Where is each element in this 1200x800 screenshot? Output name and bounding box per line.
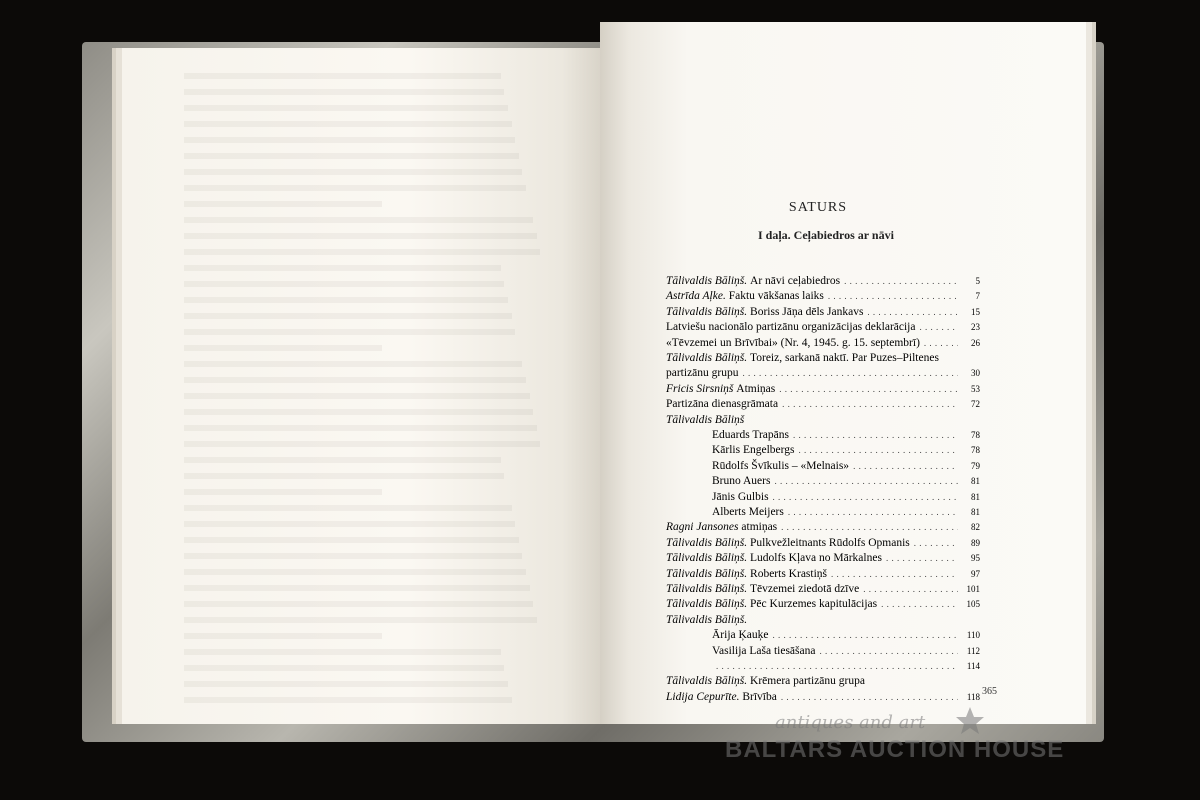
toc-entry-leader <box>793 428 958 443</box>
bleed-through-line <box>184 425 537 431</box>
toc-entry-title: Partizāna dienasgrāmata <box>666 398 779 410</box>
toc-entry-leader <box>774 474 958 489</box>
watermark-script: antiques and art <box>775 712 926 733</box>
toc-entry-author: Tālivaldis Bāliņš. <box>666 306 748 318</box>
toc-entry-author: Tālivaldis Bāliņš <box>666 414 745 426</box>
bleed-through-line <box>184 393 530 399</box>
toc-entry-page: 7 <box>975 291 980 301</box>
toc-entry-leader <box>779 382 958 397</box>
toc-entry-page: 78 <box>971 430 980 440</box>
toc-entry <box>666 382 980 397</box>
toc-entry-title: Boriss Jāņa dēls Jankavs <box>750 306 864 318</box>
toc-entry-author: Tālivaldis Bāliņš. <box>666 352 748 364</box>
bleed-through-line <box>184 201 382 207</box>
bleed-through-line <box>184 329 515 335</box>
toc-entry <box>666 289 980 304</box>
bleed-through-line <box>184 585 530 591</box>
bleed-through-line <box>184 633 382 639</box>
toc-entry-author: Lidija Cepurīte. <box>666 691 740 703</box>
toc-entry-leader <box>781 520 958 535</box>
toc-entry-page: 5 <box>975 276 980 286</box>
toc-entry <box>712 644 980 659</box>
toc-entry-title: Pulkvežleitnants Rūdolfs Opmanis <box>750 537 910 549</box>
bleed-through-line <box>184 569 526 575</box>
toc-entry <box>666 320 980 335</box>
toc-entry-author: Tālivaldis Bāliņš. <box>666 614 748 626</box>
toc-entry-title: «Tēvzemei un Brīvībai» (Nr. 4, 1945. g. 15. septembrī) <box>666 337 920 349</box>
toc-entry-title: Eduards Trapāns <box>712 429 789 441</box>
toc-entry-page: 95 <box>971 553 980 563</box>
toc-entry-title: Faktu vākšanas laiks <box>728 290 824 302</box>
toc-entry <box>666 567 980 582</box>
bleed-through-line <box>184 665 504 671</box>
toc-entry-leader <box>782 397 958 412</box>
bleed-through-line <box>184 505 512 511</box>
toc-entry-page: 23 <box>971 322 980 332</box>
left-page <box>122 48 600 724</box>
toc-entry-author: Ragni Jansones <box>666 521 739 533</box>
toc-entry-leader <box>863 582 958 597</box>
toc-entry <box>666 690 980 705</box>
toc-entry <box>666 520 980 535</box>
bleed-through-line <box>184 361 522 367</box>
toc-entry <box>666 366 980 381</box>
toc-entry-title: partizānu grupu <box>666 367 739 379</box>
toc-entry <box>666 551 980 566</box>
toc-entry-author: Tālivaldis Bāliņš. <box>666 675 748 687</box>
toc-entry-author: Tālivaldis Bāliņš. <box>666 598 748 610</box>
watermark-brand: BALTARS AUCTION HOUSE <box>725 736 1065 763</box>
toc-entry-leader <box>844 274 958 289</box>
toc-entry-leader <box>773 628 958 643</box>
toc-entry-leader <box>867 305 958 320</box>
toc-entry <box>666 536 980 551</box>
bleed-through-line <box>184 473 504 479</box>
toc-entry-page: 26 <box>971 338 980 348</box>
toc-entry-leader <box>819 644 958 659</box>
bleed-through-line <box>184 281 504 287</box>
toc-entry-page: 15 <box>971 307 980 317</box>
toc-entry-title: Toreiz, sarkanā naktī. Par Puzes–Piltenes <box>750 352 939 364</box>
bleed-through-line <box>184 233 537 239</box>
toc-entry-title: Ludolfs Kļava no Mārkalnes <box>750 552 882 564</box>
toc-entry <box>666 274 980 289</box>
bleed-through-line <box>184 377 526 383</box>
toc-entry-author: Tālivaldis Bāliņš. <box>666 552 748 564</box>
right-page <box>600 22 1086 724</box>
toc-entry <box>666 351 939 366</box>
toc-entry <box>712 428 980 443</box>
toc-entry-title: atmiņas <box>741 521 778 533</box>
toc-entry-leader <box>781 690 958 705</box>
bleed-through-line <box>184 697 512 703</box>
toc-entry <box>666 582 980 597</box>
toc-entry-leader <box>831 567 958 582</box>
toc-entry-leader <box>853 459 958 474</box>
toc-entry-title: Kārlis Engelbergs <box>712 444 795 456</box>
toc-entry-page: 81 <box>971 492 980 502</box>
toc-entry <box>712 628 980 643</box>
bleed-through-line <box>184 185 526 191</box>
toc-entry <box>712 659 980 674</box>
toc-entry-title: Tēvzemei ziedotā dzīve <box>750 583 860 595</box>
toc-entry <box>712 474 980 489</box>
toc-entry-page: 53 <box>971 384 980 394</box>
bleed-through-line <box>184 409 533 415</box>
toc-entry-title: Rūdolfs Švīkulis – «Melnais» <box>712 460 850 472</box>
toc-entry <box>666 305 980 320</box>
toc-entry-page: 81 <box>971 507 980 517</box>
toc-title: SATURS <box>788 200 848 215</box>
toc-entry-author: Tālivaldis Bāliņš. <box>666 583 748 595</box>
toc-entry <box>712 443 980 458</box>
toc-entry-author: Fricis Sirsniņš <box>666 383 734 395</box>
toc-entry <box>666 336 980 351</box>
toc-entry-title: Jānis Gulbis <box>712 491 769 503</box>
toc-entry-title: Brīvība <box>742 691 777 703</box>
toc-entry-leader <box>881 597 958 612</box>
bleed-through-line <box>184 681 508 687</box>
toc-entry <box>666 397 980 412</box>
toc-entry-title: Bruno Auers <box>712 475 771 487</box>
bleed-through-line <box>184 153 519 159</box>
toc-entry-page: 78 <box>971 445 980 455</box>
toc-entry-title: Vasilija Laša tiesāšana <box>712 645 816 657</box>
toc-entry-title: Roberts Krastiņš <box>750 568 828 580</box>
toc-entry-author: Astrīda Aļke. <box>666 290 726 302</box>
toc-entry-author: Tālivaldis Bāliņš. <box>666 275 748 287</box>
bleed-through-line <box>184 89 504 95</box>
toc-entry-leader <box>914 536 958 551</box>
toc-entry-leader <box>919 320 958 335</box>
bleed-through-line <box>184 249 540 255</box>
toc-entry-page: 101 <box>966 584 980 594</box>
bleed-through-line <box>184 617 537 623</box>
toc-entry-page: 112 <box>966 646 980 656</box>
bleed-through-line <box>184 489 382 495</box>
toc-entry-leader <box>773 490 958 505</box>
bleed-through-line <box>184 601 533 607</box>
toc-entry-page: 81 <box>971 476 980 486</box>
toc-entry <box>712 490 980 505</box>
bleed-through-line <box>184 345 382 351</box>
bleed-through-line <box>184 121 512 127</box>
toc-entry-leader <box>828 289 958 304</box>
toc-entry-page: 114 <box>966 661 980 671</box>
toc-entry-title: Alberts Meijers <box>712 506 784 518</box>
toc-entry <box>666 597 980 612</box>
toc-entry-page: 105 <box>966 599 980 609</box>
toc-entry-title: Ar nāvi ceļabiedros <box>750 275 841 287</box>
toc-entry-page: 82 <box>971 522 980 532</box>
toc-entry-title: Latviešu nacionālo partizānu organizācijas deklarācija <box>666 321 916 333</box>
toc-entry <box>712 459 980 474</box>
toc-entry-leader <box>716 659 958 674</box>
toc-entry-leader <box>788 505 958 520</box>
toc-entry-page: 97 <box>971 569 980 579</box>
bleed-through-line <box>184 265 501 271</box>
toc-entry-leader <box>924 336 958 351</box>
bleed-through-line <box>184 169 522 175</box>
bleed-through-line <box>184 105 508 111</box>
toc-entry <box>666 413 744 428</box>
bleed-through-line <box>184 217 533 223</box>
toc-entry-page: 79 <box>971 461 980 471</box>
toc-entry-leader <box>799 443 958 458</box>
toc-entry-title: Ārija Ķauķe <box>712 629 769 641</box>
page-number: 365 <box>982 686 997 697</box>
bleed-through-line <box>184 553 522 559</box>
toc-entry <box>666 613 747 628</box>
bleed-through-line <box>184 441 540 447</box>
toc-entry-author: Tālivaldis Bāliņš. <box>666 537 748 549</box>
toc-entry-page: 72 <box>971 399 980 409</box>
bleed-through-line <box>184 521 515 527</box>
toc-subtitle: I daļa. Ceļabiedros ar nāvi <box>758 228 894 242</box>
toc-entry-page: 110 <box>966 630 980 640</box>
bleed-through-line <box>184 313 512 319</box>
toc-entry-page: 89 <box>971 538 980 548</box>
toc-entry-author: Tālivaldis Bāliņš. <box>666 568 748 580</box>
bleed-through-line <box>184 137 515 143</box>
bleed-through-line <box>184 457 501 463</box>
bleed-through-line <box>184 73 501 79</box>
toc-entry-title: Pēc Kurzemes kapitulācijas <box>750 598 878 610</box>
toc-entry-leader <box>743 366 959 381</box>
toc-entry-title: Krēmera partizānu grupa <box>750 675 865 687</box>
bleed-through-line <box>184 537 519 543</box>
bleed-through-line <box>184 649 501 655</box>
toc-entry-page: 118 <box>966 692 980 702</box>
toc-entry-page: 30 <box>971 368 980 378</box>
toc-entry <box>666 674 865 689</box>
toc-entry-title: Atmiņas <box>736 383 776 395</box>
bleed-through-line <box>184 297 508 303</box>
toc-entry <box>712 505 980 520</box>
bleed-through-text <box>184 73 544 693</box>
toc-entry-leader <box>886 551 958 566</box>
